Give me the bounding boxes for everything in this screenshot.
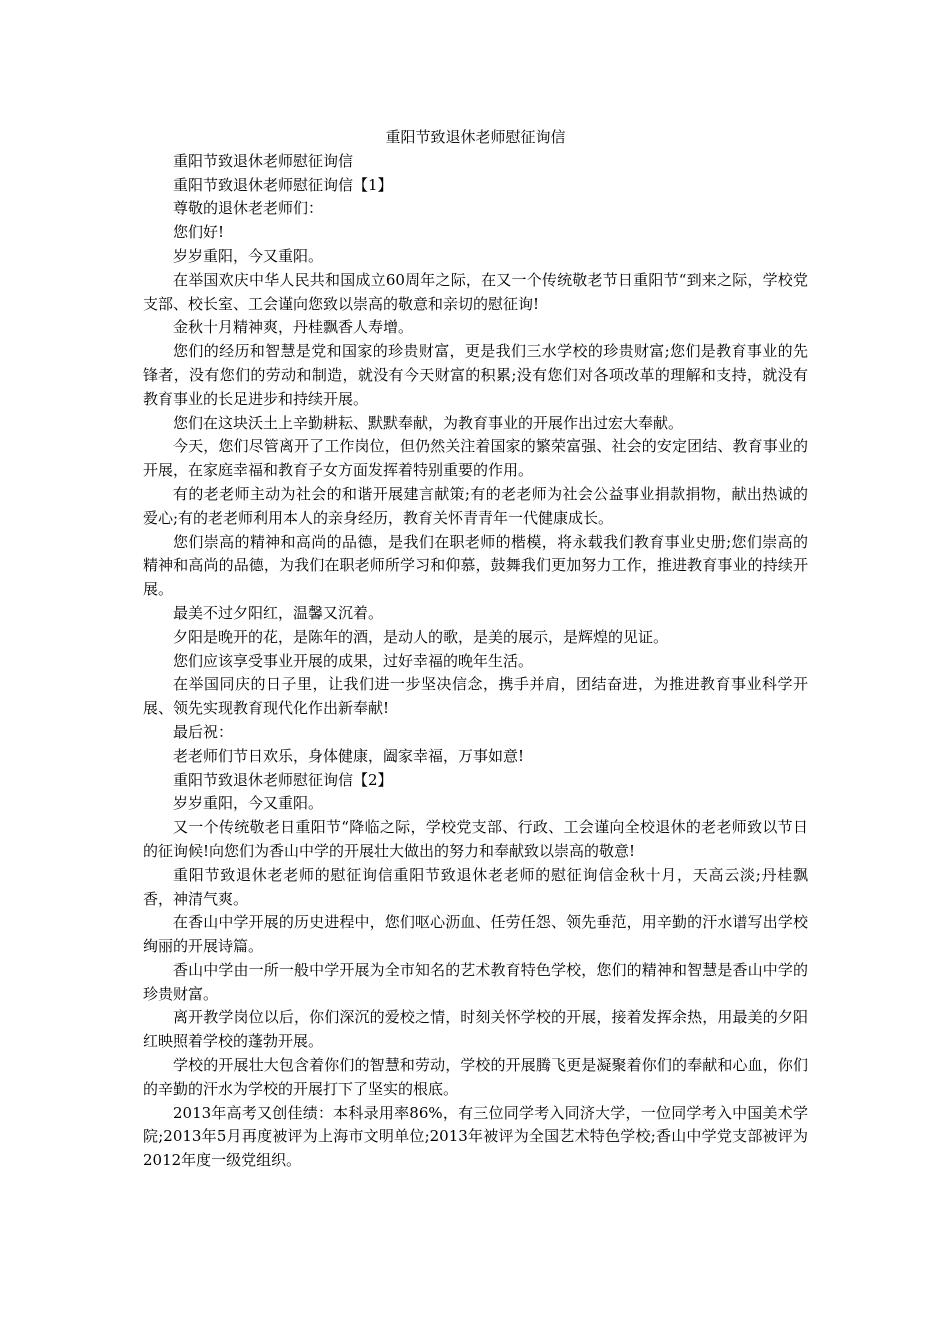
- paragraph: 重阳节致退休老师慰征询信【1】: [173, 175, 393, 194]
- paragraph: 重阳节致退休老师慰征询信【2】: [173, 770, 393, 789]
- paragraph: 重阳节致退休老老师的慰征询信重阳节致退休老老师的慰征询信金秋十月，天高云淡;丹桂飘香，神清气爽。: [143, 865, 808, 908]
- paragraph: 尊敬的退休老老师们：: [173, 199, 324, 218]
- paragraph: 有的老老师主动为社会的和谐开展建言献策;有的老老师为社会公益事业捐款捐物，献出热诚的爱心;有的老老师利用本人的亲身经历，教育关怀青青年一代健康成长。: [143, 484, 808, 527]
- paragraph: 您们在这块沃土上辛勤耕耘、默默奉献，为教育事业的开展作出过宏大奉献。: [173, 413, 684, 432]
- paragraph: 学校的开展壮大包含着你们的智慧和劳动，学校的开展腾飞更是凝聚着你们的奉献和心血，你们的辛勤的汗水为学校的开展打下了坚实的根底。: [143, 1056, 808, 1098]
- paragraph: 您们崇高的精神和高尚的品德，是我们在职老师的楷模，将永载我们教育事业史册;您们崇高的精神和高尚的品德，为我们在职老师所学习和仰慕，鼓舞我们更加努力工作，推进教育事业的持续开展。: [143, 532, 808, 599]
- paragraph: 在举国欢庆中华人民共和国成立60周年之际，在又一个传统敬老节日重阳节“到来之际，学校党支部、校长室、工会谨向您致以崇高的敬意和亲切的慰征询!: [143, 270, 808, 313]
- paragraph: 又一个传统敬老日重阳节“降临之际，学校党支部、行政、工会谨向全校退休的老老师致以节日的征询候!向您们为香山中学的开展壮大做出的努力和奉献致以崇高的敬意!: [143, 818, 808, 860]
- document-body: [143, 126, 808, 1173]
- paragraph: 您们应该享受事业开展的成果，过好幸福的晚年生活。: [173, 651, 534, 670]
- paragraph: 离开教学岗位以后，你们深沉的爱校之情，时刻关怀学校的开展，接着发挥余热，用最美的夕阳红映照着学校的蓬勃开展。: [143, 1008, 808, 1051]
- paragraph: 您们好!: [173, 223, 225, 242]
- paragraph: 在香山中学开展的历史进程中，您们呕心沥血、任劳任怨、领先垂范，用辛勤的汗水谱写出学校绚丽的开展诗篇。: [143, 913, 808, 956]
- paragraph: 夕阳是晚开的花，是陈年的酒，是动人的歌，是美的展示，是辉煌的见证。: [173, 627, 669, 646]
- paragraph: 最后祝：: [173, 722, 234, 741]
- paragraph: 岁岁重阳，今又重阳。: [173, 246, 324, 265]
- document-title: 重阳节致退休老师慰征询信: [385, 128, 566, 146]
- paragraph: 重阳节致退休老师慰征询信: [173, 151, 354, 170]
- paragraph: 在举国同庆的日子里，让我们进一步坚决信念，携手并肩，团结奋进，为推进教育事业科学开展、领先实现教育现代化作出新奉献!: [143, 675, 808, 718]
- paragraph: 老老师们节日欢乐，身体健康，阖家幸福，万事如意!: [173, 746, 525, 765]
- paragraph: 2013年高考又创佳绩：本科录用率86%，有三位同学考入同济大学，一位同学考入中国美术学院;2013年5月再度被评为上海市文明单位;2013年被评为全国艺术特色学校;香山中学党支部被评为2012年度一级党组织。: [143, 1103, 808, 1170]
- paragraph: 您们的经历和智慧是党和国家的珍贵财富，更是我们三水学校的珍贵财富;您们是教育事业的先锋者，没有您们的劳动和制造，就没有今天财富的积累;没有您们对各项改革的理解和支持，就没有教育事业的长足进步和持续开展。: [143, 342, 808, 408]
- paragraph-list: [143, 150, 808, 1173]
- paragraph: 最美不过夕阳红，温馨又沉着。: [173, 603, 384, 622]
- paragraph: 香山中学由一所一般中学开展为全市知名的艺术教育特色学校，您们的精神和智慧是香山中学的珍贵财富。: [143, 960, 808, 1003]
- paragraph: 金秋十月精神爽，丹桂飘香人寿增。: [173, 318, 414, 337]
- paragraph: 岁岁重阳，今又重阳。: [173, 794, 324, 813]
- paragraph: 今天，您们尽管离开了工作岗位，但仍然关注着国家的繁荣富强、社会的安定团结、教育事业的开展，在家庭幸福和教育子女方面发挥着特别重要的作用。: [143, 437, 808, 480]
